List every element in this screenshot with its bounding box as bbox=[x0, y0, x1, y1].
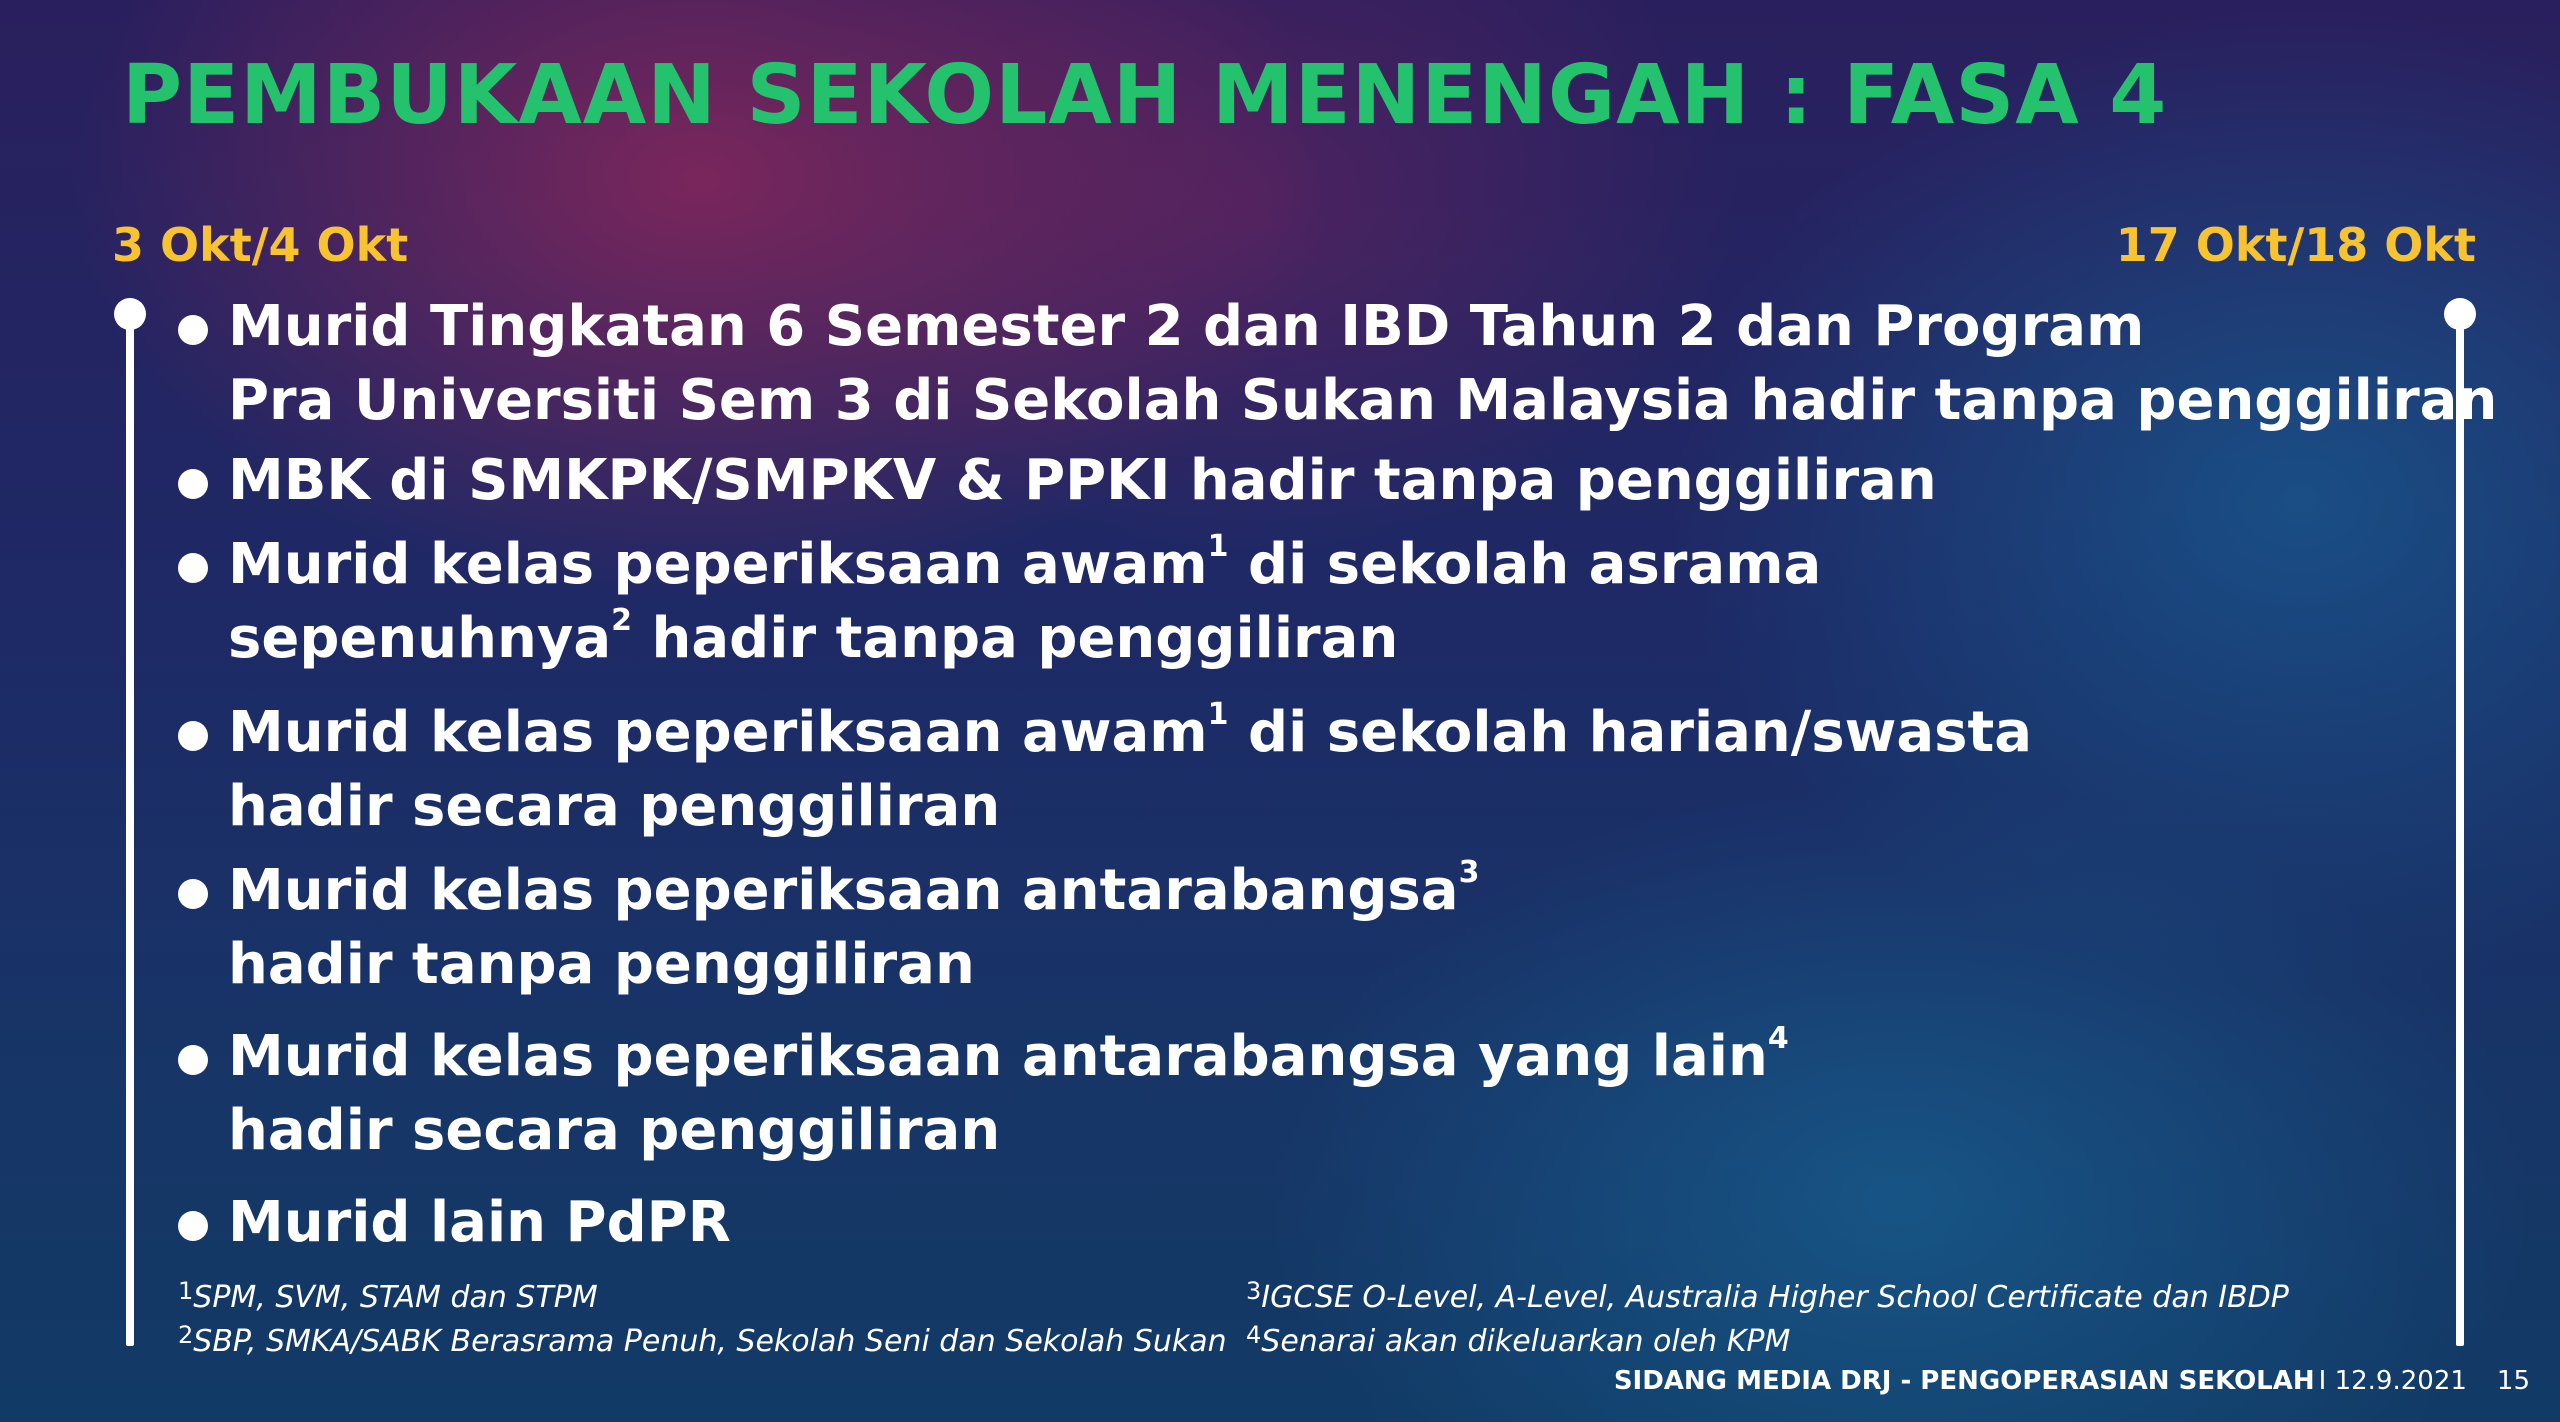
bullet-line bbox=[228, 1020, 2472, 1094]
bullet-text: di sekolah harian/swasta bbox=[1228, 700, 2032, 765]
bullet-text: hadir secara penggiliran bbox=[228, 774, 1001, 839]
bullet-text: Pra Universiti Sem 3 di Sekolah Sukan Malaysia hadir tanpa penggiliran bbox=[228, 368, 2498, 433]
bullet-text: hadir tanpa penggiliran bbox=[228, 932, 975, 997]
bullet-line bbox=[228, 602, 2472, 676]
bullet-line bbox=[228, 528, 2472, 602]
footnote bbox=[1246, 1321, 1791, 1359]
bullet-item bbox=[172, 444, 2472, 518]
footnote-ref: 2 bbox=[611, 603, 633, 638]
bullet-text: Murid kelas peperiksaan antarabangsa yang lain bbox=[228, 1024, 1768, 1089]
slide-footer bbox=[1614, 1366, 2530, 1396]
footer-label: SIDANG MEDIA DRJ - PENGOPERASIAN SEKOLAH bbox=[1613, 1366, 2315, 1396]
timeline-dot-left bbox=[114, 298, 146, 330]
bullet-item bbox=[172, 854, 2472, 1002]
footnote-ref: 1 bbox=[1207, 529, 1229, 564]
bullet-item bbox=[172, 1186, 2472, 1260]
footnote-text: IGCSE O-Level, A-Level, Australia Higher School Certificate dan IBDP bbox=[1261, 1280, 2289, 1315]
bullet-text: Murid Tingkatan 6 Semester 2 dan IBD Tahun 2 dan Program bbox=[228, 294, 2145, 359]
footnote bbox=[178, 1277, 598, 1315]
bullet-line bbox=[228, 696, 2472, 770]
footnote-text: Senarai akan dikeluarkan oleh KPM bbox=[1261, 1324, 1791, 1359]
bullet-text: Murid kelas peperiksaan antarabangsa bbox=[228, 858, 1459, 923]
footnote-text: SPM, SVM, STAM dan STPM bbox=[193, 1280, 598, 1315]
footer-date: I 12.9.2021 bbox=[2318, 1366, 2467, 1396]
bullet-item bbox=[172, 290, 2498, 438]
footnote-number: 1 bbox=[178, 1277, 194, 1305]
bullet-text: Murid kelas peperiksaan awam bbox=[228, 700, 1208, 765]
bullet-text: hadir tanpa penggiliran bbox=[632, 606, 1399, 671]
bullet-text: Murid lain PdPR bbox=[228, 1190, 731, 1255]
bullet-item bbox=[172, 696, 2472, 844]
bullet-text: Murid kelas peperiksaan awam bbox=[228, 532, 1208, 597]
footnote bbox=[1246, 1277, 2289, 1315]
page-number: 15 bbox=[2496, 1366, 2530, 1396]
bullet-text: sepenuhnya bbox=[228, 606, 612, 671]
bullet-item bbox=[172, 1020, 2472, 1168]
timeline-rail-left bbox=[126, 316, 134, 1346]
bullet-item bbox=[172, 528, 2472, 676]
bullet-text: MBK di SMKPK/SMPKV & PPKI hadir tanpa penggiliran bbox=[228, 448, 1937, 513]
footnote-ref: 1 bbox=[1207, 697, 1229, 732]
bullet-list bbox=[172, 290, 2498, 1260]
footnote-number: 4 bbox=[1246, 1321, 1262, 1349]
footnote-ref: 4 bbox=[1767, 1021, 1789, 1056]
footnote-text: SBP, SMKA/SABK Berasrama Penuh, Sekolah Seni dan Sekolah Sukan bbox=[193, 1324, 1227, 1359]
timeline-end-date: 17 Okt/18 Okt bbox=[2115, 218, 2476, 272]
bullet-line bbox=[228, 854, 2472, 928]
footnote-number: 3 bbox=[1246, 1277, 1262, 1305]
slide-title: PEMBUKAAN SEKOLAH MENENGAH : FASA 4 bbox=[122, 48, 2168, 143]
footnote-number: 2 bbox=[178, 1321, 194, 1349]
footnote-ref: 3 bbox=[1458, 855, 1480, 890]
bullet-text: hadir secara penggiliran bbox=[228, 1098, 1001, 1163]
bullet-text: di sekolah asrama bbox=[1228, 532, 1822, 597]
timeline-start-date: 3 Okt/4 Okt bbox=[112, 218, 409, 272]
footnote bbox=[178, 1321, 1227, 1359]
